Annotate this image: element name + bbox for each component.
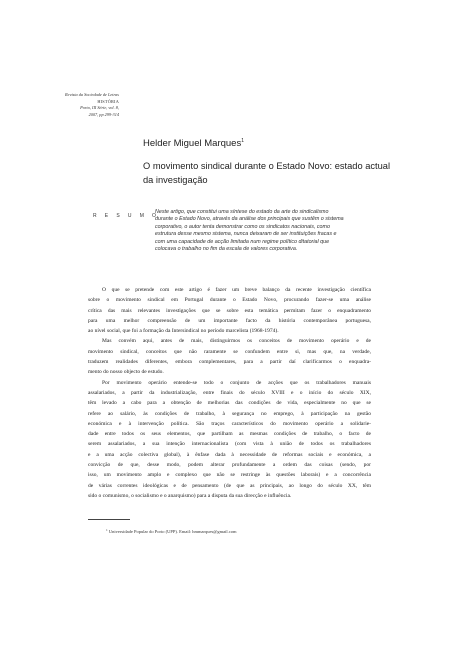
abstract-line: estrutura desse mesmo sistema, nunca deixaram de ser instituições fracas e (155, 231, 337, 238)
body-line: O que se pretende com este artigo é fazer um breve balanço da recente investigação científica (102, 287, 371, 293)
paragraph-2 (88, 336, 371, 377)
paragraph-3 (88, 378, 371, 502)
footnote (106, 528, 236, 534)
body-line: ao nível social, que foi a formação da Intersindical no período marcelista (1968-1974). (88, 328, 279, 335)
body-line: dade entre todos os seus elementos, que partilham as mesmas condições de trabalho, o facto de (88, 431, 371, 438)
body-line: e a uma acção colectiva global), à ênfase dada à necessidade de reformas sociais e económica, a (88, 451, 371, 458)
body-line: sobre o movimento sindical em Portugal durante o Estado Novo, procurando fazer-se uma análise (88, 297, 371, 304)
body-line: económica e à intervenção política. São traços característicos do movimento operário a solidarie- (88, 420, 371, 427)
author-footnote-mark: 1 (241, 138, 244, 144)
body-line: convicção de que, desse modo, podem alterar profundamente a ordem das coisas (sendo, por (88, 462, 371, 469)
body-line: Mas convém aqui, antes de mais, distinguirmos os conceitos de movimento operário e de (102, 338, 371, 345)
body-line: serem assalariados, a sua intenção internacionalista (com vista à união de todos os trabalhadores (88, 441, 371, 448)
body-line: assalariados, a partir da industrialização, entre finais do século XVIII e o início do século XIX, (88, 389, 371, 396)
author-line (143, 138, 244, 149)
abstract-line: colocava o trabalho no fim da escala de valores corporativa. (155, 246, 298, 253)
abstract-label: RESUMO (93, 213, 165, 219)
journal-citation (50, 92, 119, 118)
body-line: têm levado a cabo para a obtenção de melhorias das condições de vida, especialmente no que se (88, 400, 371, 407)
body-line: movimento sindical, conceitos que não raramente se confundem entre si, mas que, na verdade, (88, 348, 371, 355)
body-line: Por movimento operário entende-se todo o conjunto de acções que os trabalhadores manuais (102, 379, 371, 386)
body-line: traduzem realidades diferentes, embora complementares, para a partir daí clarificarmos o enquadra- (88, 359, 371, 366)
journal-name: Revista da Sociedade de Letras (65, 92, 119, 97)
abstract-line: Neste artigo, que constitui uma síntese do estado da arte do sindicalismo (155, 209, 329, 215)
abstract-line: corporativo, o autor tenta demonstrar como os sindicatos nacionais, como (155, 223, 330, 230)
body-line: de várias correntes ideológicas e de pensamento (de que as principais, ao longo do século XX, têm (88, 482, 371, 489)
body-line: crítica das mais relevantes investigações que se sobre esta temática permitam fazer o enquadramento (88, 307, 371, 314)
body-line: para uma melhor compreensão de um importante facto da história contemporânea portuguesa, (88, 317, 371, 324)
abstract-line: durante o Estado Novo, através da análise dos principais que sustêm o sistema (155, 216, 344, 223)
article-title (143, 160, 393, 187)
body-line: sido o comunismo, o socialismo e o anarquismo) para a disputa da sua direcção e influência. (88, 492, 292, 499)
article-body (88, 285, 371, 501)
body-line: mento do nosso objecto de estudo. (88, 369, 164, 376)
journal-section: HISTÓRIA (97, 98, 119, 104)
abstract-line: com uma capacidade de acção limitada num regime político ditatorial que (155, 238, 330, 245)
abstract (155, 209, 391, 253)
paragraph-1 (88, 285, 371, 336)
footnote-divider (88, 519, 130, 520)
body-line: isso, um movimento amplo e complexo que não se restringe às questões laborais) e a concorrência (88, 472, 371, 479)
journal-issue: Porto, III Série, vol. 8, (80, 105, 119, 111)
journal-year-pages: 2007, pp 299-314 (88, 111, 119, 117)
footnote-text: Universidade Popular do Porto (UPP). Email: hmmarques@gmail.com (108, 529, 237, 534)
title-line: O movimento sindical durante o Estado Novo: estado actual (143, 161, 391, 171)
footnote-mark: 1 (106, 528, 108, 532)
title-line: da investigação (143, 174, 208, 185)
body-line: refere ao salário, às condições de trabalho, à segurança no emprego, à participação na gestão (88, 410, 371, 417)
author-name: Helder Miguel Marques (143, 138, 242, 149)
